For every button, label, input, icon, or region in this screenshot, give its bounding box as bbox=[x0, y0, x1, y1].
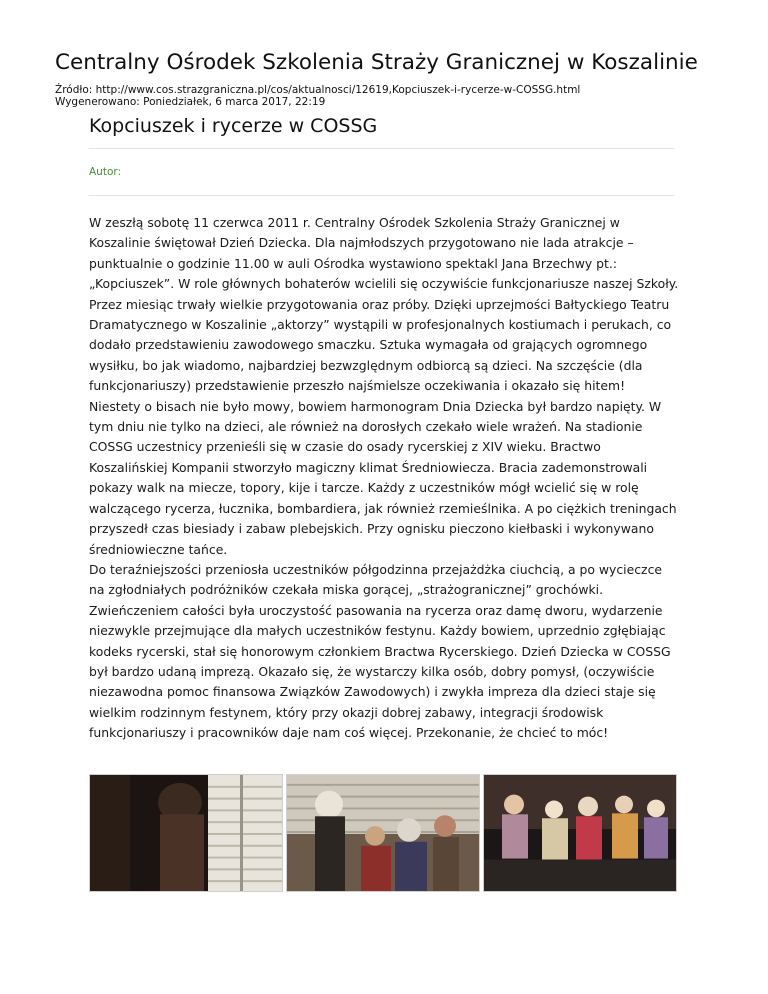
article-title: Kopciuszek i rycerze w COSSG bbox=[89, 115, 378, 137]
gallery-photo-3[interactable] bbox=[483, 774, 677, 892]
stage-photo-icon bbox=[287, 775, 479, 891]
author-label: Autor: bbox=[89, 166, 122, 178]
article-body bbox=[89, 213, 679, 744]
divider bbox=[89, 148, 675, 149]
generated-timestamp: Wygenerowano: Poniedziałek, 6 marca 2017, 22:19 bbox=[55, 96, 326, 108]
stage-photo-icon bbox=[90, 775, 282, 891]
stage-photo-icon bbox=[484, 775, 676, 891]
site-title: Centralny Ośrodek Szkolenia Straży Granicznej w Koszalinie bbox=[55, 50, 698, 75]
document-meta bbox=[55, 84, 580, 108]
article-paragraph: Do teraźniejszości przeniosła uczestników półgodzinna przejażdżka ciuchcią, a po wycieczce na zgłodniałych podróżników czekała miska gorącej, „strażogranicznej” grochówki. Zwieńczeniem całości była uroczystość pasowania na rycerza oraz damę dworu, wydarzenie niezwykle przejmujące dla małych uczestników festynu. Każdy bowiem, uprzednio zgłębiając kodeks rycerski, stał się honorowym członkiem Bractwa Rycerskiego. Dzień Dziecka w COSSG był bardzo udaną imprezą. Okazało się, że wystarczy kilka osób, dobry pomysł, (oczywiście niezawodna pomoc finansowa Związków Zawodowych) i zwykła impreza dla dzieci staje się wielkim rodzinnym festynem, który przy okazji dobrej zabawy, integracji środowisk funkcjonariuszy i pracowników daje nam coś więcej. Przekonanie, że chcieć to móc! bbox=[89, 561, 671, 741]
source-url[interactable]: Źródło: http://www.cos.strazgraniczna.pl/cos/aktualnosci/12619,Kopciuszek-i-rycerze-w-COSSG.html bbox=[55, 84, 581, 96]
divider bbox=[89, 195, 675, 196]
gallery-photo-1[interactable] bbox=[89, 774, 283, 892]
article-paragraph: W zeszłą sobotę 11 czerwca 2011 r. Centralny Ośrodek Szkolenia Straży Granicznej w Koszalinie świętował Dzień Dziecka. Dla najmłodszych przygotowano nie lada atrakcje – punktualnie o godzinie 11.00 w auli Ośrodka wystawiono spektakl Jana Brzechwy pt.: „Kopciuszek”. W role głównych bohaterów wcielili się oczywiście funkcjonariusze naszej Szkoły. Przez miesiąc trwały wielkie przygotowania oraz próby. Dzięki uprzejmości Bałtyckiego Teatru Dramatycznego w Koszalinie „aktorzy” wystąpili w profesjonalnych kostiumach i perukach, co dodało przedstawieniu zawodowego smaczku. Sztuka wymagała od grających ogromnego wysiłku, bo jak wiadomo, najbardziej bezwzględnym odbiorcą są dzieci. Na szczęście (dla funkcjonariuszy) przedstawienie przeszło najśmielsze oczekiwania i okazało się hitem! Niestety o bisach nie było mowy, bowiem harmonogram Dnia Dziecka był bardzo napięty. W tym dniu nie tylko na dzieci, ale również na dorosłych czekało wiele wrażeń. Na stadionie COSSG uczestnicy przenieśli się w czasie do osady rycerskiej z XIV wieku. Bractwo Koszalińskiej Kompanii stworzyło magiczny klimat Średniowiecza. Bracia zademonstrowali pokazy walk na miecze, topory, kije i tarcze. Każdy z uczestników mógł wcielić się w rolę walczącego rycerza, łucznika, bombardiera, jak również rzemieślnika. A po ciężkich treningach przyszedł czas biesiady i zabaw plebejskich. Przy ognisku pieczono kiełbaski i wykonywano średniowieczne tańce. bbox=[89, 215, 679, 557]
photo-gallery bbox=[89, 774, 677, 892]
gallery-photo-2[interactable] bbox=[286, 774, 480, 892]
